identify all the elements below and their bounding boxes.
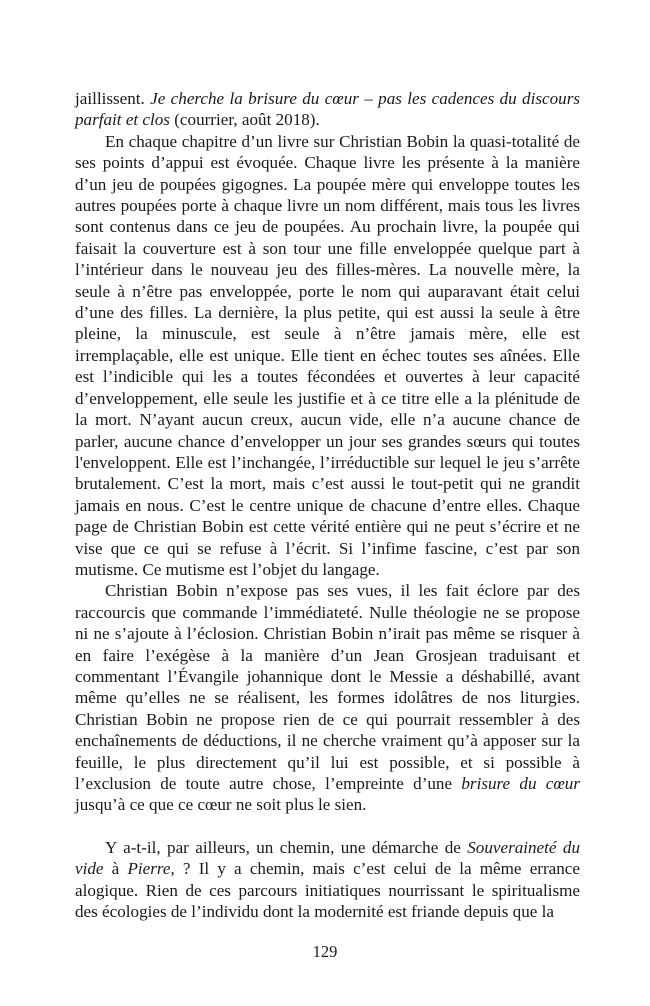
paragraph-1 <box>75 88 580 131</box>
text-run: Christian Bobin n’expose pas ses vues, il les fait éclore par des raccourcis que commande l’immédiateté. Nulle théologie ne se propose ni ne s’ajoute à l’éclosion. Christian Bobin n’irait pas même se risquer à en faire l’exégèse à la manière d’un Jean Grosjean traduisant et commentant l’Évangile johannique dont le Messie a déshabillé, avant même qu’elles ne se réalisent, les formes idolâtres de nos liturgies. Christian Bobin ne propose rien de ce qui pourrait ressembler à des enchaînements de déductions, il ne cherche vraiment qu’à apposer sur la feuille, le plus directement qu’il lui est possible, et si possible à l’exclusion de toute autre chose, l’empreinte d’une <box>75 581 580 793</box>
page-body <box>75 88 580 922</box>
paragraph-4 <box>75 837 580 923</box>
text-run: à <box>103 859 128 879</box>
text-run: Y a-t-il, par ailleurs, un chemin, une démarche de <box>105 837 468 857</box>
page-number: 129 <box>312 942 338 961</box>
italic-title: Souveraineté du vide <box>75 837 580 879</box>
text-run: jusqu’à ce que ce cœur ne soit plus le sien. <box>75 795 367 815</box>
paragraph-2 <box>75 131 580 581</box>
italic-quote: Je cherche la brisure du cœur – pas les cadences du discours parfait et clos <box>75 89 580 130</box>
italic-title: Pierre, <box>127 859 175 879</box>
text-run: En chaque chapitre d’un livre sur Christian Bobin la quasi-totalité de ses points d’appui est évoquée. Chaque livre les présente à la manière d’un jeu de poupées gigognes. La poupée mère qui enveloppe toutes les autres poupées porte à chaque livre un nom différent, mais tous les livres sont contenus dans ce jeu de poupées. Au prochain livre, la poupée qui faisait la couverture est à son tour une fille enveloppée quelque part à l’intérieur dans le nouveau jeu des filles-mères. La nouvelle mère, la seule à n’être pas enveloppée, porte le nom qui auparavant était celui d’une des filles. La dernière, la plus petite, qui est aussi la seule à être pleine, la minuscule, est seule à n’être jamais mère, elle est irremplaçable, elle est unique. Elle tient en échec toutes ses aînées. Elle est l’indicible qui les a toutes fécondées et ouvertes à leur capacité d’enveloppement, elle seule les justifie et à ce titre elle a la plénitude de la mort. N’ayant aucun creux, aucun vide, elle n’a aucune chance de parler, aucune chance d’envelopper un jour ses grandes sœurs qui toutes l'enveloppent. Elle est l’inchangée, l’irréductible sur lequel le jeu s’arrête brutalement. C’est la mort, mais c’est aussi le tout-petit qui ne grandit jamais en nous. C’est le centre unique de chacune d’entre elles. Chaque page de Christian Bobin est cette vérité entière qui ne peut s’écrire et ne vise que ce qui se refuse à l’écrit. Si l’infime fascine, c’est par son mutisme. Ce mutisme est l’objet du langage. <box>75 131 580 579</box>
text-run: (courrier, août 2018). <box>169 110 320 130</box>
italic-phrase: brisure du cœur <box>461 774 580 793</box>
text-run: ? Il y a chemin, mais c’est celui de la même errance alogique. Rien de ces parcours initiatiques nourrissant le spiritualisme des écologies de l’individu dont la modernité est friande depuis que la <box>75 859 580 922</box>
text-run: jaillissent. <box>75 89 151 108</box>
paragraph-3 <box>75 580 580 815</box>
